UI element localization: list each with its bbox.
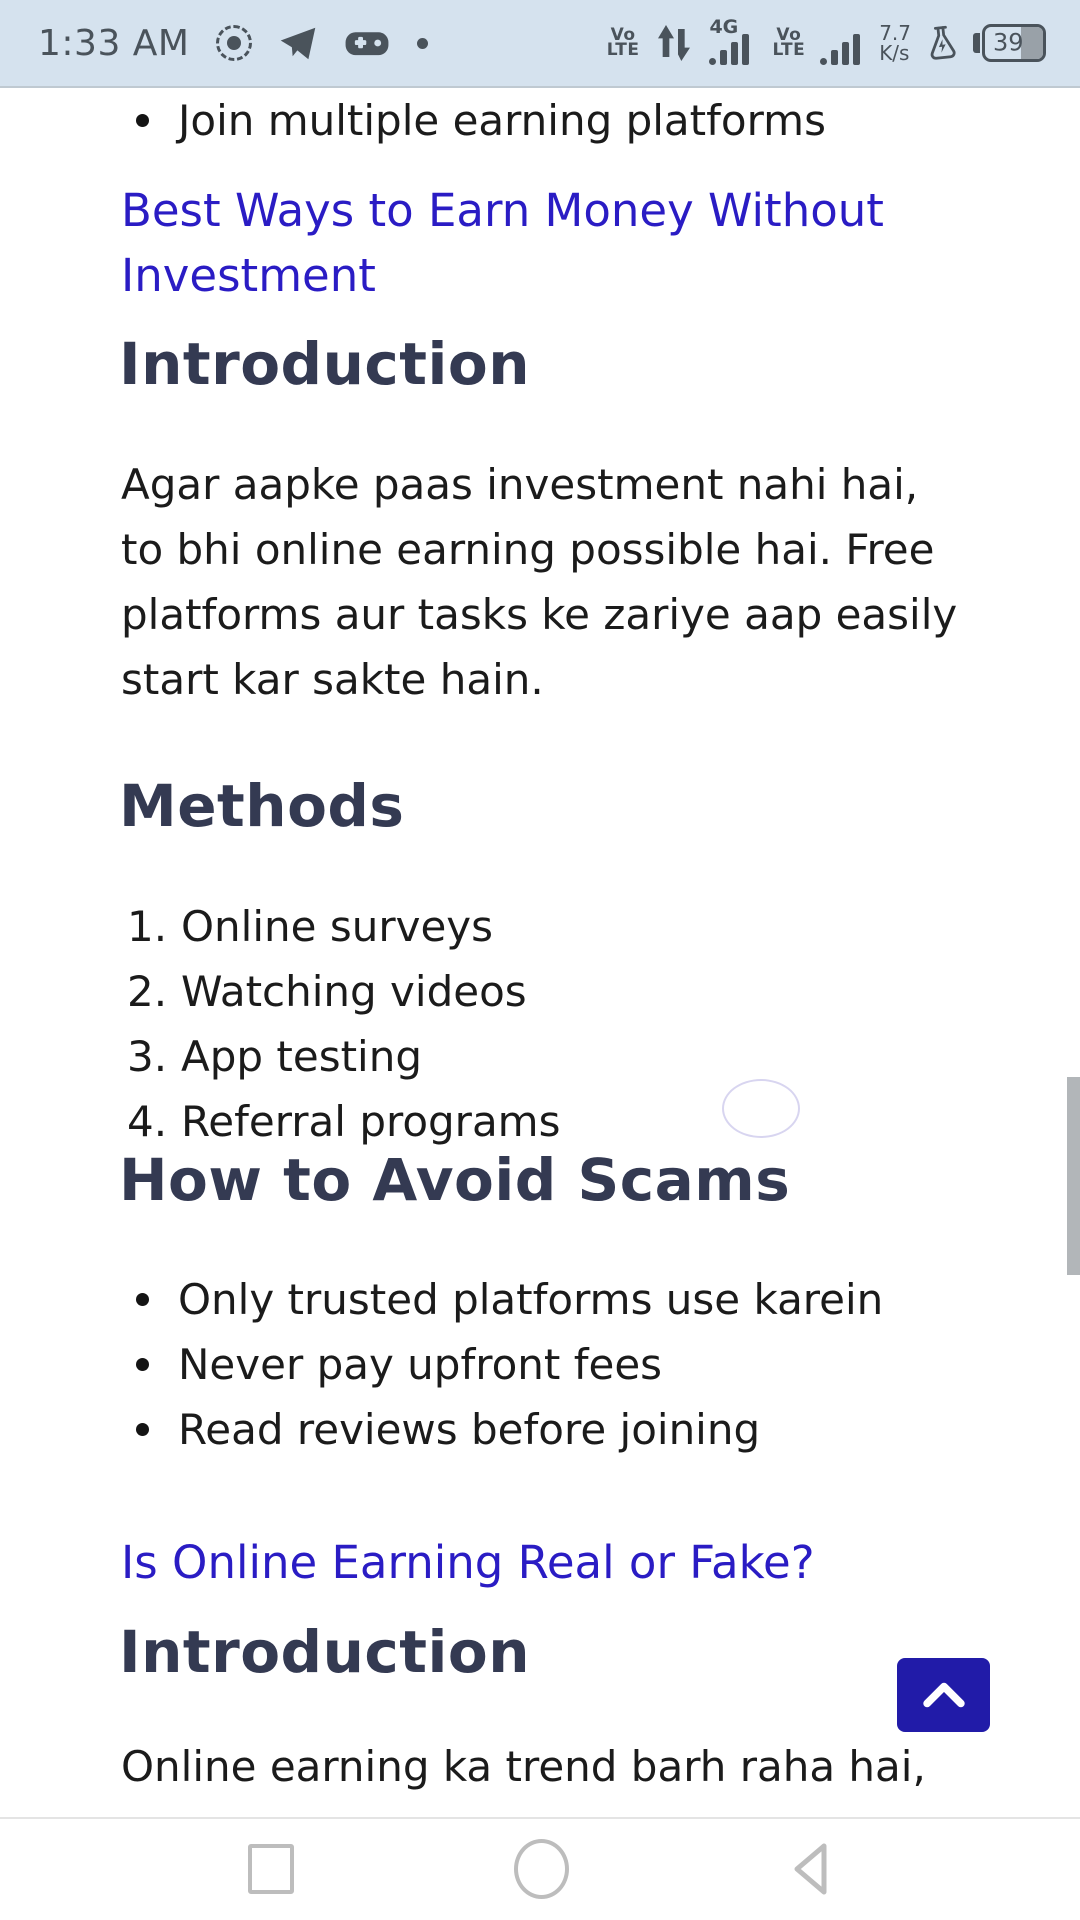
list-number: 4. xyxy=(127,1097,168,1146)
data-speed xyxy=(879,23,911,63)
bullet-dot xyxy=(136,1423,149,1436)
link-line[interactable]: Best Ways to Earn Money Without xyxy=(121,184,884,237)
volte-line2: LTE xyxy=(606,40,640,60)
list-item-text: Read reviews before joining xyxy=(178,1405,761,1454)
volte-line1: Vo xyxy=(610,25,636,45)
list-number: 1. xyxy=(127,902,168,951)
list-item-text: Join multiple earning platforms xyxy=(178,96,826,145)
scrollbar-thumb[interactable] xyxy=(1067,1077,1080,1275)
home-circle-icon[interactable] xyxy=(514,1839,569,1899)
notification-dot xyxy=(417,38,428,49)
android-nav-bar xyxy=(0,1817,1080,1920)
article-link-real-or-fake[interactable]: Is Online Earning Real or Fake? xyxy=(121,1536,815,1589)
section-heading-avoid-scams: How to Avoid Scams xyxy=(119,1146,791,1214)
paragraph-line: Agar aapke paas investment nahi hai, xyxy=(121,460,919,509)
battery-icon xyxy=(982,24,1046,62)
battery-indicator xyxy=(973,24,1046,62)
list-number: 3. xyxy=(127,1032,168,1081)
list-item xyxy=(136,1267,883,1332)
list-item xyxy=(127,959,560,1024)
list-item xyxy=(136,1397,883,1462)
signal-bars-icon-sim1 xyxy=(709,34,749,65)
chevron-up-icon xyxy=(921,1680,967,1710)
status-bar[interactable] xyxy=(0,0,1080,88)
clock: 1:33 AM xyxy=(38,22,190,64)
intro-paragraph xyxy=(121,452,957,712)
methods-ordered-list xyxy=(127,894,560,1154)
gamepad-icon xyxy=(344,28,390,58)
data-speed-unit: K/s xyxy=(879,41,910,65)
volte-line2: LTE xyxy=(772,40,806,60)
list-item xyxy=(127,1089,560,1154)
list-item xyxy=(127,1024,560,1089)
intro2-paragraph: Online earning ka trend barh raha hai, xyxy=(121,1742,926,1791)
link-line[interactable]: Investment xyxy=(121,249,376,302)
battery-percent: 39 xyxy=(993,28,1024,57)
paragraph-line: start kar sakte hain. xyxy=(121,655,544,704)
battery-fill xyxy=(1021,27,1043,59)
paragraph-line: platforms aur tasks ke zariye aap easily xyxy=(121,590,958,639)
signal-sim1 xyxy=(709,15,757,71)
screen-record-dot xyxy=(227,36,241,50)
status-bar-right xyxy=(607,15,1046,71)
list-item-text: Only trusted platforms use karein xyxy=(178,1275,884,1324)
list-number: 2. xyxy=(127,967,168,1016)
recents-square-icon[interactable] xyxy=(248,1844,294,1894)
signal-bars-icon-sim2 xyxy=(820,34,860,65)
back-to-top-button[interactable] xyxy=(897,1658,990,1732)
volte-line1: Vo xyxy=(776,25,802,45)
flask-icon xyxy=(924,23,960,62)
screen-record-icon xyxy=(216,25,252,61)
back-triangle-icon[interactable] xyxy=(786,1839,838,1899)
telegram-icon xyxy=(279,27,317,60)
paragraph-line: to bhi online earning possible hai. Free xyxy=(121,525,935,574)
section-heading-introduction-2: Introduction xyxy=(119,1618,530,1686)
section-heading-introduction: Introduction xyxy=(119,330,530,398)
volte-badge-sim1 xyxy=(606,25,640,60)
status-bar-left xyxy=(38,23,428,64)
list-item xyxy=(127,894,560,959)
section-heading-methods: Methods xyxy=(119,772,405,840)
bullet-dot xyxy=(136,1293,149,1306)
touch-indicator xyxy=(722,1079,800,1138)
scams-bullet-list xyxy=(136,1267,883,1462)
list-item-text: Referral programs xyxy=(181,1097,561,1146)
list-item xyxy=(136,88,826,153)
list-item xyxy=(136,1332,883,1397)
article-link-best-ways[interactable] xyxy=(121,178,884,308)
data-speed-value: 7.7 xyxy=(879,21,911,45)
signal-sim2 xyxy=(820,15,864,71)
bullet-dot xyxy=(136,114,149,127)
battery-cap xyxy=(973,33,980,53)
data-arrows-icon xyxy=(654,21,694,65)
bullet-dot xyxy=(136,1358,149,1371)
list-item-text: Online surveys xyxy=(181,902,494,951)
list-item-text: App testing xyxy=(181,1032,423,1081)
list-item-text: Watching videos xyxy=(181,967,527,1016)
network-type-label: 4G xyxy=(709,16,739,38)
list-item-text: Never pay upfront fees xyxy=(178,1340,663,1389)
volte-badge-sim2 xyxy=(772,25,806,60)
